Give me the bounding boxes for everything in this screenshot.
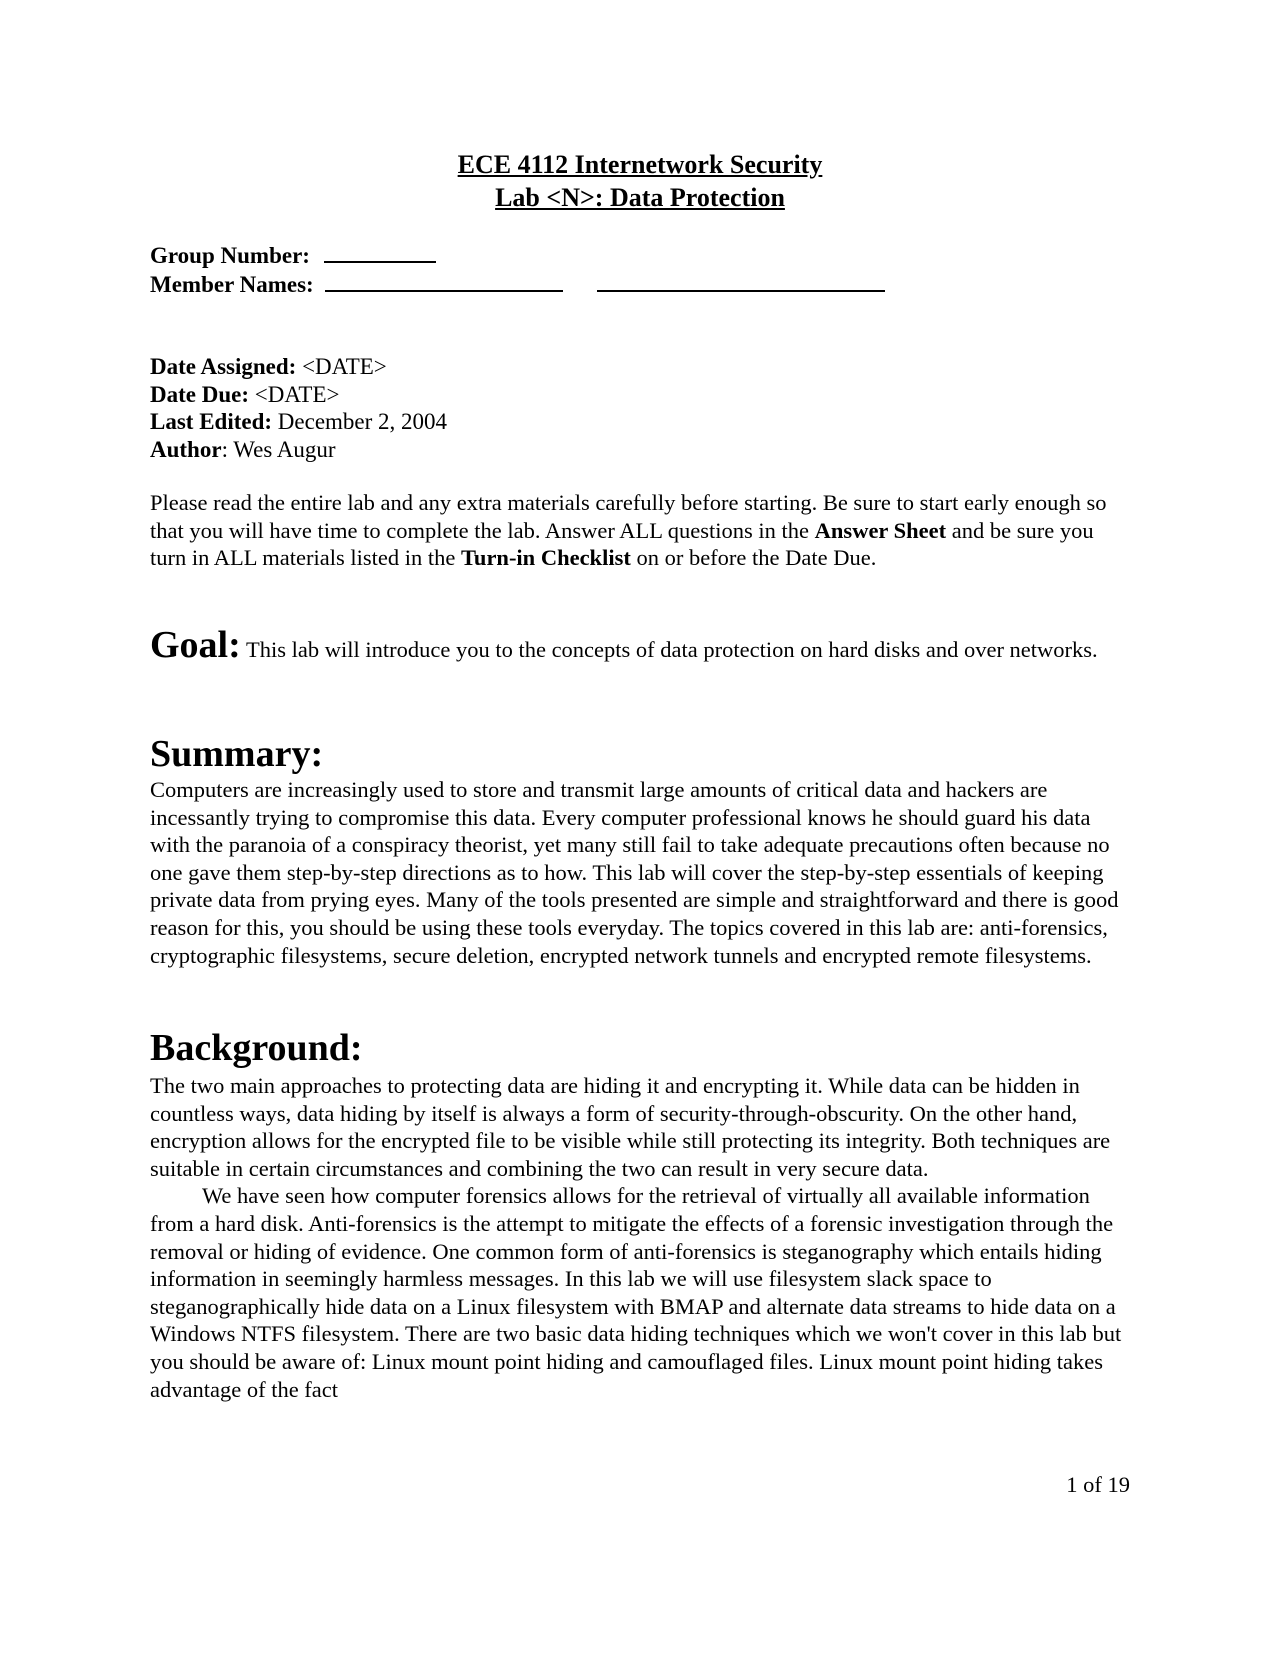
intro-paragraph bbox=[150, 489, 1130, 572]
date-due-label: Date Due: bbox=[150, 381, 249, 407]
background-section bbox=[150, 1072, 1130, 1403]
goal-paragraph bbox=[150, 626, 1130, 665]
summary-paragraph: Computers are increasingly used to store and transmit large amounts of critical data and hackers are incessantly trying to compromise this data. Every computer professional knows he should guard his data with the paranoia of a conspiracy theorist, yet many still fail to take adequate precautions often because no one gave them step-by-step directions as to how. This lab will cover the step-by-step essentials of keeping private data from prying eyes. Many of the tools presented are simple and straightforward and there is good reason for this, you should be using these tools everyday. The topics covered in this lab are: anti-forensics, cryptographic filesystems, secure deletion, encrypted network tunnels and encrypted remote filesystems. bbox=[150, 777, 1119, 968]
last-edited-label: Last Edited: bbox=[150, 409, 273, 434]
document-page bbox=[150, 0, 1130, 1656]
document-title-block bbox=[150, 148, 1130, 214]
last-edited-row bbox=[150, 408, 447, 436]
group-number-blank bbox=[324, 241, 436, 263]
intro-text-3: on or before the Date Due. bbox=[630, 545, 877, 570]
member-name-blank-2 bbox=[597, 270, 885, 292]
goal-text: This lab will introduce you to the concepts of data protection on hard disks and over networks. bbox=[240, 637, 1098, 662]
author-label: Author bbox=[150, 436, 222, 462]
author-row bbox=[150, 436, 447, 464]
course-title: ECE 4112 Internetwork Security bbox=[457, 150, 823, 179]
date-assigned-label: Date Assigned: bbox=[150, 354, 297, 379]
member-names-row bbox=[150, 270, 885, 299]
intro-text-2: and be sure you turn in ALL materials listed in the bbox=[150, 517, 1094, 570]
member-name-blank-1 bbox=[325, 270, 563, 292]
goal-heading: Goal: bbox=[150, 624, 241, 666]
date-assigned-value: <DATE> bbox=[296, 354, 387, 379]
turn-in-checklist-emphasis: Turn-in Checklist bbox=[460, 545, 631, 570]
document-metadata bbox=[150, 353, 447, 463]
date-assigned-row bbox=[150, 353, 447, 381]
answer-sheet-emphasis: Answer Sheet bbox=[814, 517, 947, 543]
group-number-label: Group Number: bbox=[150, 243, 310, 268]
author-value: : Wes Augur bbox=[221, 436, 336, 462]
page-number: 1 of 19 bbox=[1066, 1472, 1130, 1497]
background-paragraph-2: We have seen how computer forensics allows for the retrieval of virtually all available information from a hard disk. Anti-forensics is the attempt to mitigate the effects of a forensic investigation through the removal or hiding of evidence. One common form of anti-forensics is steganography which entails hiding information in seemingly harmless messages. In this lab we will use filesystem slack space to steganographically hide data on a Linux filesystem with BMAP and alternate data streams to hide data on a Windows NTFS filesystem. There are two basic data hiding techniques which we won't cover in this lab but you should be aware of: Linux mount point hiding and camouflaged files. Linux mount point hiding takes advantage of the fact bbox=[150, 1183, 1122, 1402]
date-due-value: <DATE> bbox=[249, 381, 340, 407]
background-paragraph-1: The two main approaches to protecting data are hiding it and encrypting it. While data can be hidden in countless ways, data hiding by itself is always a form of security-through-obscurity. On the other hand, encryption allows for the encrypted file to be visible while still protecting its integrity. Both techniques are suitable in certain circumstances and combining the two can result in very secure data. bbox=[150, 1073, 1111, 1181]
lab-title: Lab <N>: Data Protection bbox=[495, 183, 785, 212]
summary-heading: Summary: bbox=[150, 733, 324, 775]
last-edited-value: December 2, 2004 bbox=[272, 409, 448, 434]
member-names-label: Member Names: bbox=[150, 272, 314, 297]
group-fields bbox=[150, 241, 885, 299]
group-number-row bbox=[150, 241, 885, 270]
date-due-row bbox=[150, 381, 447, 409]
intro-text-1: Please read the entire lab and any extra materials carefully before starting. Be sure to start early enough so that you will have time to complete the lab. Answer ALL questions in the bbox=[150, 490, 1107, 543]
background-heading: Background: bbox=[150, 1027, 363, 1069]
